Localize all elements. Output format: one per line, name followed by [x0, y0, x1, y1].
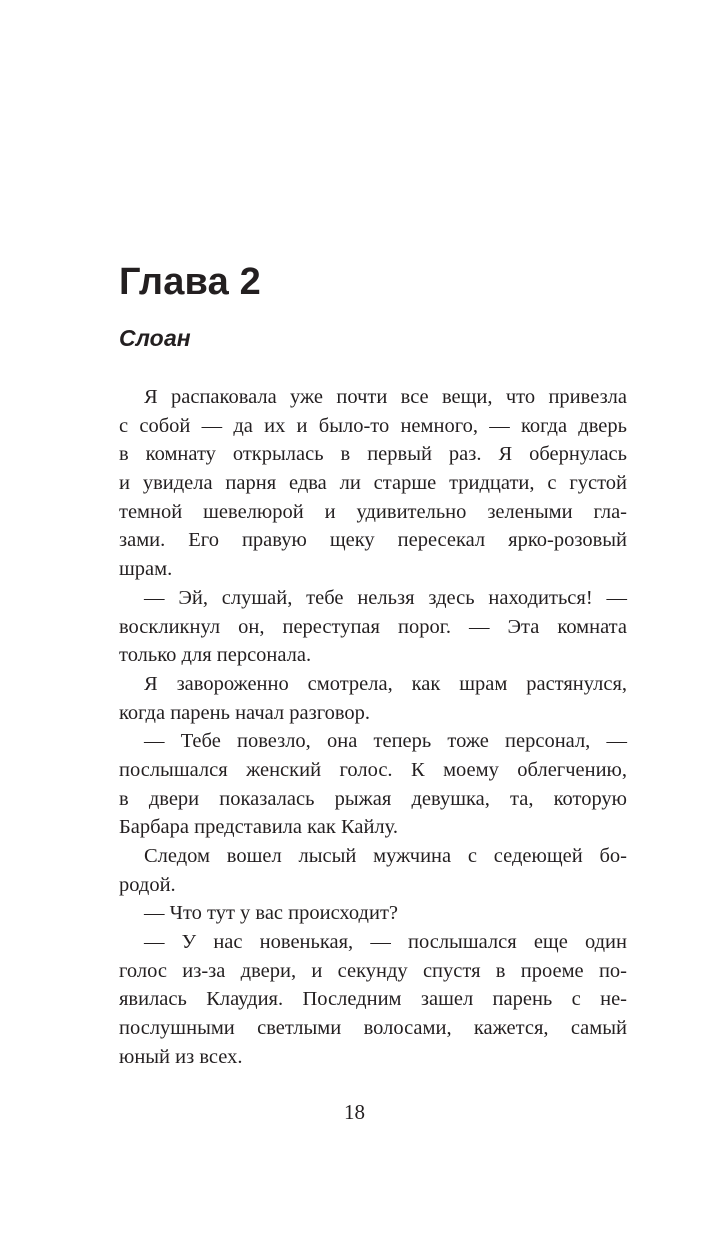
text-line: в комнату открылась в первый раз. Я обернулась — [119, 443, 627, 466]
text-line: — У нас новенькая, — послышался еще один — [144, 931, 627, 954]
text-line: воскликнул он, переступая порог. — Эта комната — [119, 615, 627, 638]
chapter-subtitle: Слоан — [119, 325, 191, 351]
text-line: темной шевелюрой и удивительно зелеными гла- — [119, 500, 627, 523]
text-line: — Эй, слушай, тебе нельзя здесь находиться! — — [144, 586, 627, 609]
text-line: с собой — да их и было-то немного, — когда дверь — [119, 414, 627, 437]
text-line: юный из всех. — [119, 1045, 243, 1068]
text-line: только для персонала. — [119, 644, 312, 667]
text-line: шрам. — [119, 558, 173, 581]
text-line: голос из-за двери, и секунду спустя в проеме по- — [119, 959, 627, 982]
text-line: — Что тут у вас происходит? — [144, 902, 398, 925]
text-line: в двери показалась рыжая девушка, та, которую — [119, 787, 627, 810]
page-number: 18 — [344, 1100, 365, 1124]
text-line: зами. Его правую щеку пересекал ярко-розовый — [119, 529, 627, 552]
chapter-title: Глава 2 — [119, 261, 262, 303]
text-line: и увидела парня едва ли старше тридцати, с густой — [119, 472, 627, 495]
text-line: Я распаковала уже почти все вещи, что привезла — [144, 386, 627, 408]
text-line: явилась Клаудия. Последним зашел парень с не- — [119, 988, 627, 1011]
text-line: послушными светлыми волосами, кажется, самый — [119, 1017, 627, 1040]
text-line: — Тебе повезло, она теперь тоже персонал, — — [144, 730, 627, 753]
body-text — [119, 383, 627, 1072]
text-line: родой. — [119, 873, 176, 896]
text-line: когда парень начал разговор. — [119, 701, 371, 724]
text-line: Следом вошел лысый мужчина с седеющей бо- — [144, 845, 627, 867]
text-line: послышался женский голос. К моему облегчению, — [119, 758, 627, 781]
text-line: Я завороженно смотрела, как шрам растянулся, — [144, 672, 627, 695]
text-line: Барбара представила как Кайлу. — [119, 816, 398, 839]
